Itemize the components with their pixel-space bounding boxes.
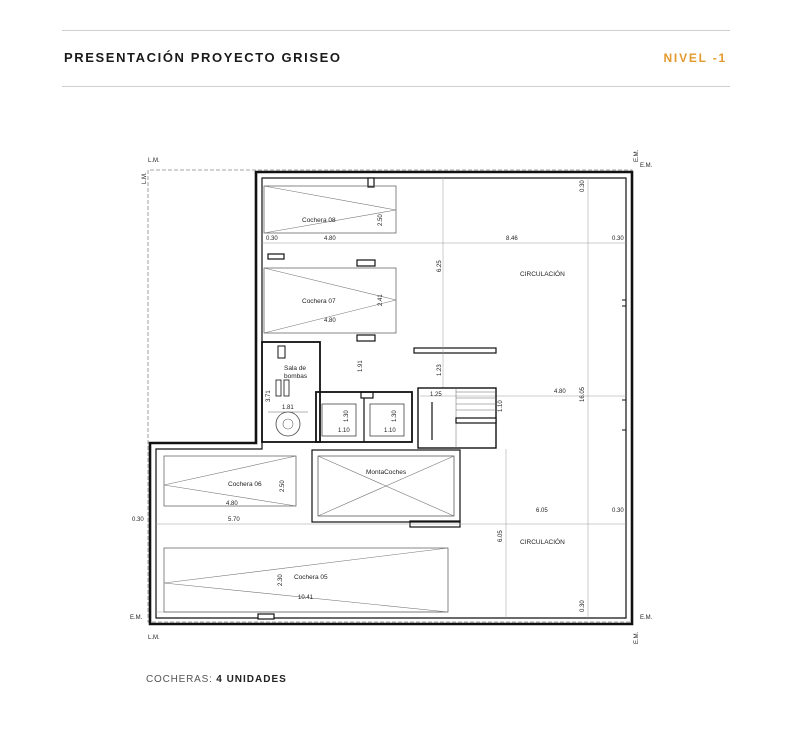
boundary-label-em-top: E.M. bbox=[640, 163, 653, 169]
dimension-label: 1.30 bbox=[392, 410, 398, 422]
parking-count bbox=[146, 674, 287, 685]
parking-diagonal bbox=[264, 186, 396, 233]
dimension-label: 4.80 bbox=[554, 389, 566, 395]
dimension-label: 1.10 bbox=[384, 428, 396, 434]
room-label-circulacion-top: CIRCULACIÓN bbox=[520, 271, 565, 278]
column bbox=[258, 614, 274, 619]
room-label-cochera-08: Cochera 08 bbox=[302, 217, 336, 224]
room-label-circulacion-bottom: CIRCULACIÓN bbox=[520, 539, 565, 546]
outer-wall bbox=[150, 172, 632, 624]
dimension-label: 16.05 bbox=[580, 386, 586, 402]
room-label-montacoches: MontaCoches bbox=[366, 469, 407, 476]
dimension-label: 0.30 bbox=[132, 517, 144, 523]
dimension-label: 4.80 bbox=[226, 501, 238, 507]
dimension-label: 2.41 bbox=[378, 294, 384, 306]
dimension-label: 10.41 bbox=[298, 595, 314, 601]
level-label: NIVEL -1 bbox=[663, 51, 727, 65]
boundary-label-em-right: E.M. bbox=[640, 615, 653, 621]
dimension-label: 6.25 bbox=[437, 260, 443, 272]
boundary-label-lm-bottom: L.M. bbox=[148, 635, 160, 641]
equipment bbox=[278, 346, 285, 358]
dimension-label: 4.80 bbox=[324, 236, 336, 242]
parking-space-08 bbox=[264, 186, 396, 233]
water-tank bbox=[276, 412, 300, 436]
dimension-label: 1.30 bbox=[344, 410, 350, 422]
room-label-cochera-06: Cochera 06 bbox=[228, 481, 262, 488]
parking-count-value: 4 UNIDADES bbox=[216, 674, 287, 685]
boundary-label-lm-vertical: L.M. bbox=[142, 172, 148, 184]
dimension-label: 0.30 bbox=[612, 236, 624, 242]
column bbox=[368, 178, 374, 187]
column bbox=[268, 254, 284, 259]
boundary-label-lm-top: L.M. bbox=[148, 158, 160, 164]
column bbox=[357, 335, 375, 341]
dimension-label: 0.30 bbox=[580, 180, 586, 192]
dimension-label: 1.23 bbox=[437, 364, 443, 376]
dimension-label: 0.30 bbox=[266, 236, 278, 242]
equipment bbox=[276, 380, 281, 396]
room-label-cochera-07: Cochera 07 bbox=[302, 298, 336, 305]
dimension-label: 1.81 bbox=[282, 405, 294, 411]
column bbox=[456, 418, 496, 423]
dimension-label: 1.10 bbox=[498, 400, 504, 412]
dimension-label: 3.71 bbox=[266, 390, 272, 402]
equipment bbox=[284, 380, 289, 396]
room-label-cochera-05: Cochera 05 bbox=[294, 574, 328, 581]
dimension-label: 2.50 bbox=[280, 480, 286, 492]
boundary-label-em-vertical: E.M. bbox=[634, 149, 640, 162]
dimension-label: 2.30 bbox=[278, 574, 284, 586]
dimension-label: 0.30 bbox=[612, 508, 624, 514]
parking-count-label: COCHERAS: bbox=[146, 674, 213, 685]
dimension-label: 5.70 bbox=[228, 517, 240, 523]
dimension-label: 2.50 bbox=[378, 214, 384, 226]
boundary-label-em-left: E.M. bbox=[130, 615, 143, 621]
dimension-label: 4.80 bbox=[324, 318, 336, 324]
dimension-label: 1.91 bbox=[358, 360, 364, 372]
page-title: PRESENTACIÓN PROYECTO GRISEO bbox=[64, 50, 342, 65]
dimension-label: 6.05 bbox=[498, 530, 504, 542]
water-tank-inner bbox=[283, 419, 293, 429]
room-label-sala-bombas: Sala de bbox=[284, 365, 307, 372]
dimension-label: 6.05 bbox=[536, 508, 548, 514]
column bbox=[414, 348, 496, 353]
boundary-label-em-vertical-bottom: E.M. bbox=[634, 631, 640, 644]
dimension-label: 0.30 bbox=[580, 600, 586, 612]
dimension-label: 8.46 bbox=[506, 236, 518, 242]
inner-wall-line bbox=[156, 178, 626, 618]
dimension-label: 1.10 bbox=[338, 428, 350, 434]
room-label-sala-bombas-2: bombas bbox=[284, 373, 308, 380]
column bbox=[357, 260, 375, 266]
dimension-label: 1.25 bbox=[430, 392, 442, 398]
